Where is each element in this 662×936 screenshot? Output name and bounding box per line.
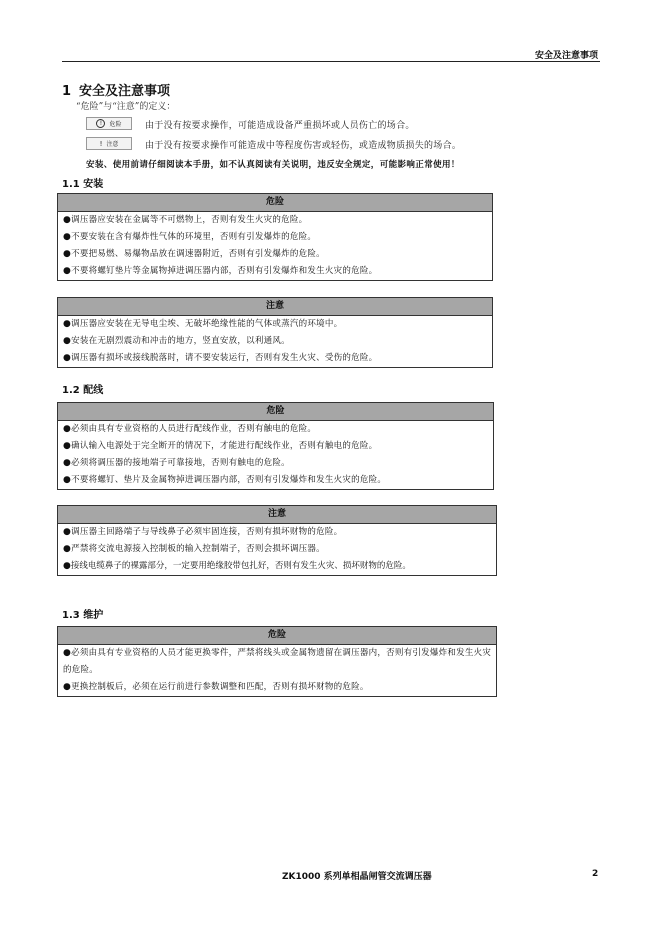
section-heading <box>62 80 170 99</box>
subsection-title-install: 1.1 安装 <box>62 179 104 190</box>
list-item: ●必须由具有专业资格的人员进行配线作业，否则有触电的危险。 <box>63 424 317 434</box>
list-item: ●接线电缆鼻子的裸露部分，一定要用绝缘胶带包扎好，否则有发生火灾、损坏财物的危险。 <box>63 561 411 571</box>
maintenance-danger-box <box>57 626 497 697</box>
list-item: ●不要将螺钉垫片等金属物掉进调压器内部，否则有引发爆炸和发生火灾的危险。 <box>63 266 378 276</box>
header-rule <box>62 61 600 62</box>
danger-definition: 由于没有按要求操作，可能造成设备严重损坏或人员伤亡的场合。 <box>145 121 415 131</box>
install-caution-box <box>57 297 493 368</box>
list-item: ●不要安装在含有爆炸性气体的环境里，否则有引发爆炸的危险。 <box>63 232 317 242</box>
page-number: 2 <box>592 869 599 879</box>
subsection-title-wiring: 1.2 配线 <box>62 385 104 396</box>
danger-icon-label: 危险 <box>109 121 122 128</box>
list-item: ●更换控制板后，必须在运行前进行参数调整和匹配，否则有损坏财物的危险。 <box>63 682 369 692</box>
exclamation-icon: ! <box>96 119 105 128</box>
header-title: 安全及注意事项 <box>534 51 598 61</box>
definition-intro: “危险”与“注意”的定义： <box>76 102 176 112</box>
list-item: ●严禁将交流电源接入控制板的输入控制端子，否则会损坏调压器。 <box>63 544 325 554</box>
list-item: ●必须由具有专业资格的人员才能更换零件，严禁将线头或金属物遗留在调压器内，否则有引发爆炸和发生火灾的危险。 <box>63 648 492 675</box>
list-item: ●调压器主回路端子与导线鼻子必须牢固连接，否则有损坏财物的危险。 <box>63 527 343 537</box>
subsection-title-maintenance: 1.3 维护 <box>62 610 104 621</box>
box-header: 危险 <box>58 194 492 212</box>
box-header: 危险 <box>58 627 496 645</box>
wiring-danger-box <box>57 402 494 490</box>
caution-icon-label: 注意 <box>106 141 119 148</box>
list-item: ●调压器应安装在金属等不可燃物上，否则有发生火灾的危险。 <box>63 215 308 225</box>
box-header: 危险 <box>58 403 493 421</box>
caution-definition: 由于没有按要求操作可能造成中等程度伤害或轻伤，或造成物质损失的场合。 <box>145 141 462 151</box>
exclamation-icon: ! <box>99 139 103 148</box>
list-item: ●调压器应安装在无导电尘埃、无破坏绝缘性能的气体或蒸汽的环境中。 <box>63 319 343 329</box>
section-number: 1 <box>62 84 72 99</box>
list-item: ●调压器有损坏或接线脱落时，请不要安装运行，否则有发生火灾、受伤的危险。 <box>63 353 378 363</box>
box-header: 注意 <box>58 298 492 316</box>
safety-warning-note: 安装、使用前请仔细阅读本手册，如不认真阅读有关说明，违反安全规定，可能影响正常使用！ <box>86 160 460 170</box>
wiring-caution-box <box>57 505 497 576</box>
list-item: ●不要把易燃、易爆物品放在调速器附近，否则有引发爆炸的危险。 <box>63 249 325 259</box>
install-danger-box <box>57 193 493 281</box>
danger-label-icon <box>86 117 132 130</box>
section-title: 安全及注意事项 <box>79 84 171 99</box>
footer-title: ZK1000 系列单相晶闸管交流调压器 <box>282 872 432 882</box>
box-header: 注意 <box>58 506 496 524</box>
list-item: ●安装在无剧烈震动和冲击的地方，竖直安放，以利通风。 <box>63 336 290 346</box>
caution-label-icon <box>86 137 132 150</box>
list-item: ●必须将调压器的接地端子可靠接地，否则有触电的危险。 <box>63 458 290 468</box>
list-item: ●不要将螺钉、垫片及金属物掉进调压器内部，否则有引发爆炸和发生火灾的危险。 <box>63 475 387 485</box>
list-item: ●确认输入电源处于完全断开的情况下，才能进行配线作业，否则有触电的危险。 <box>63 441 378 451</box>
